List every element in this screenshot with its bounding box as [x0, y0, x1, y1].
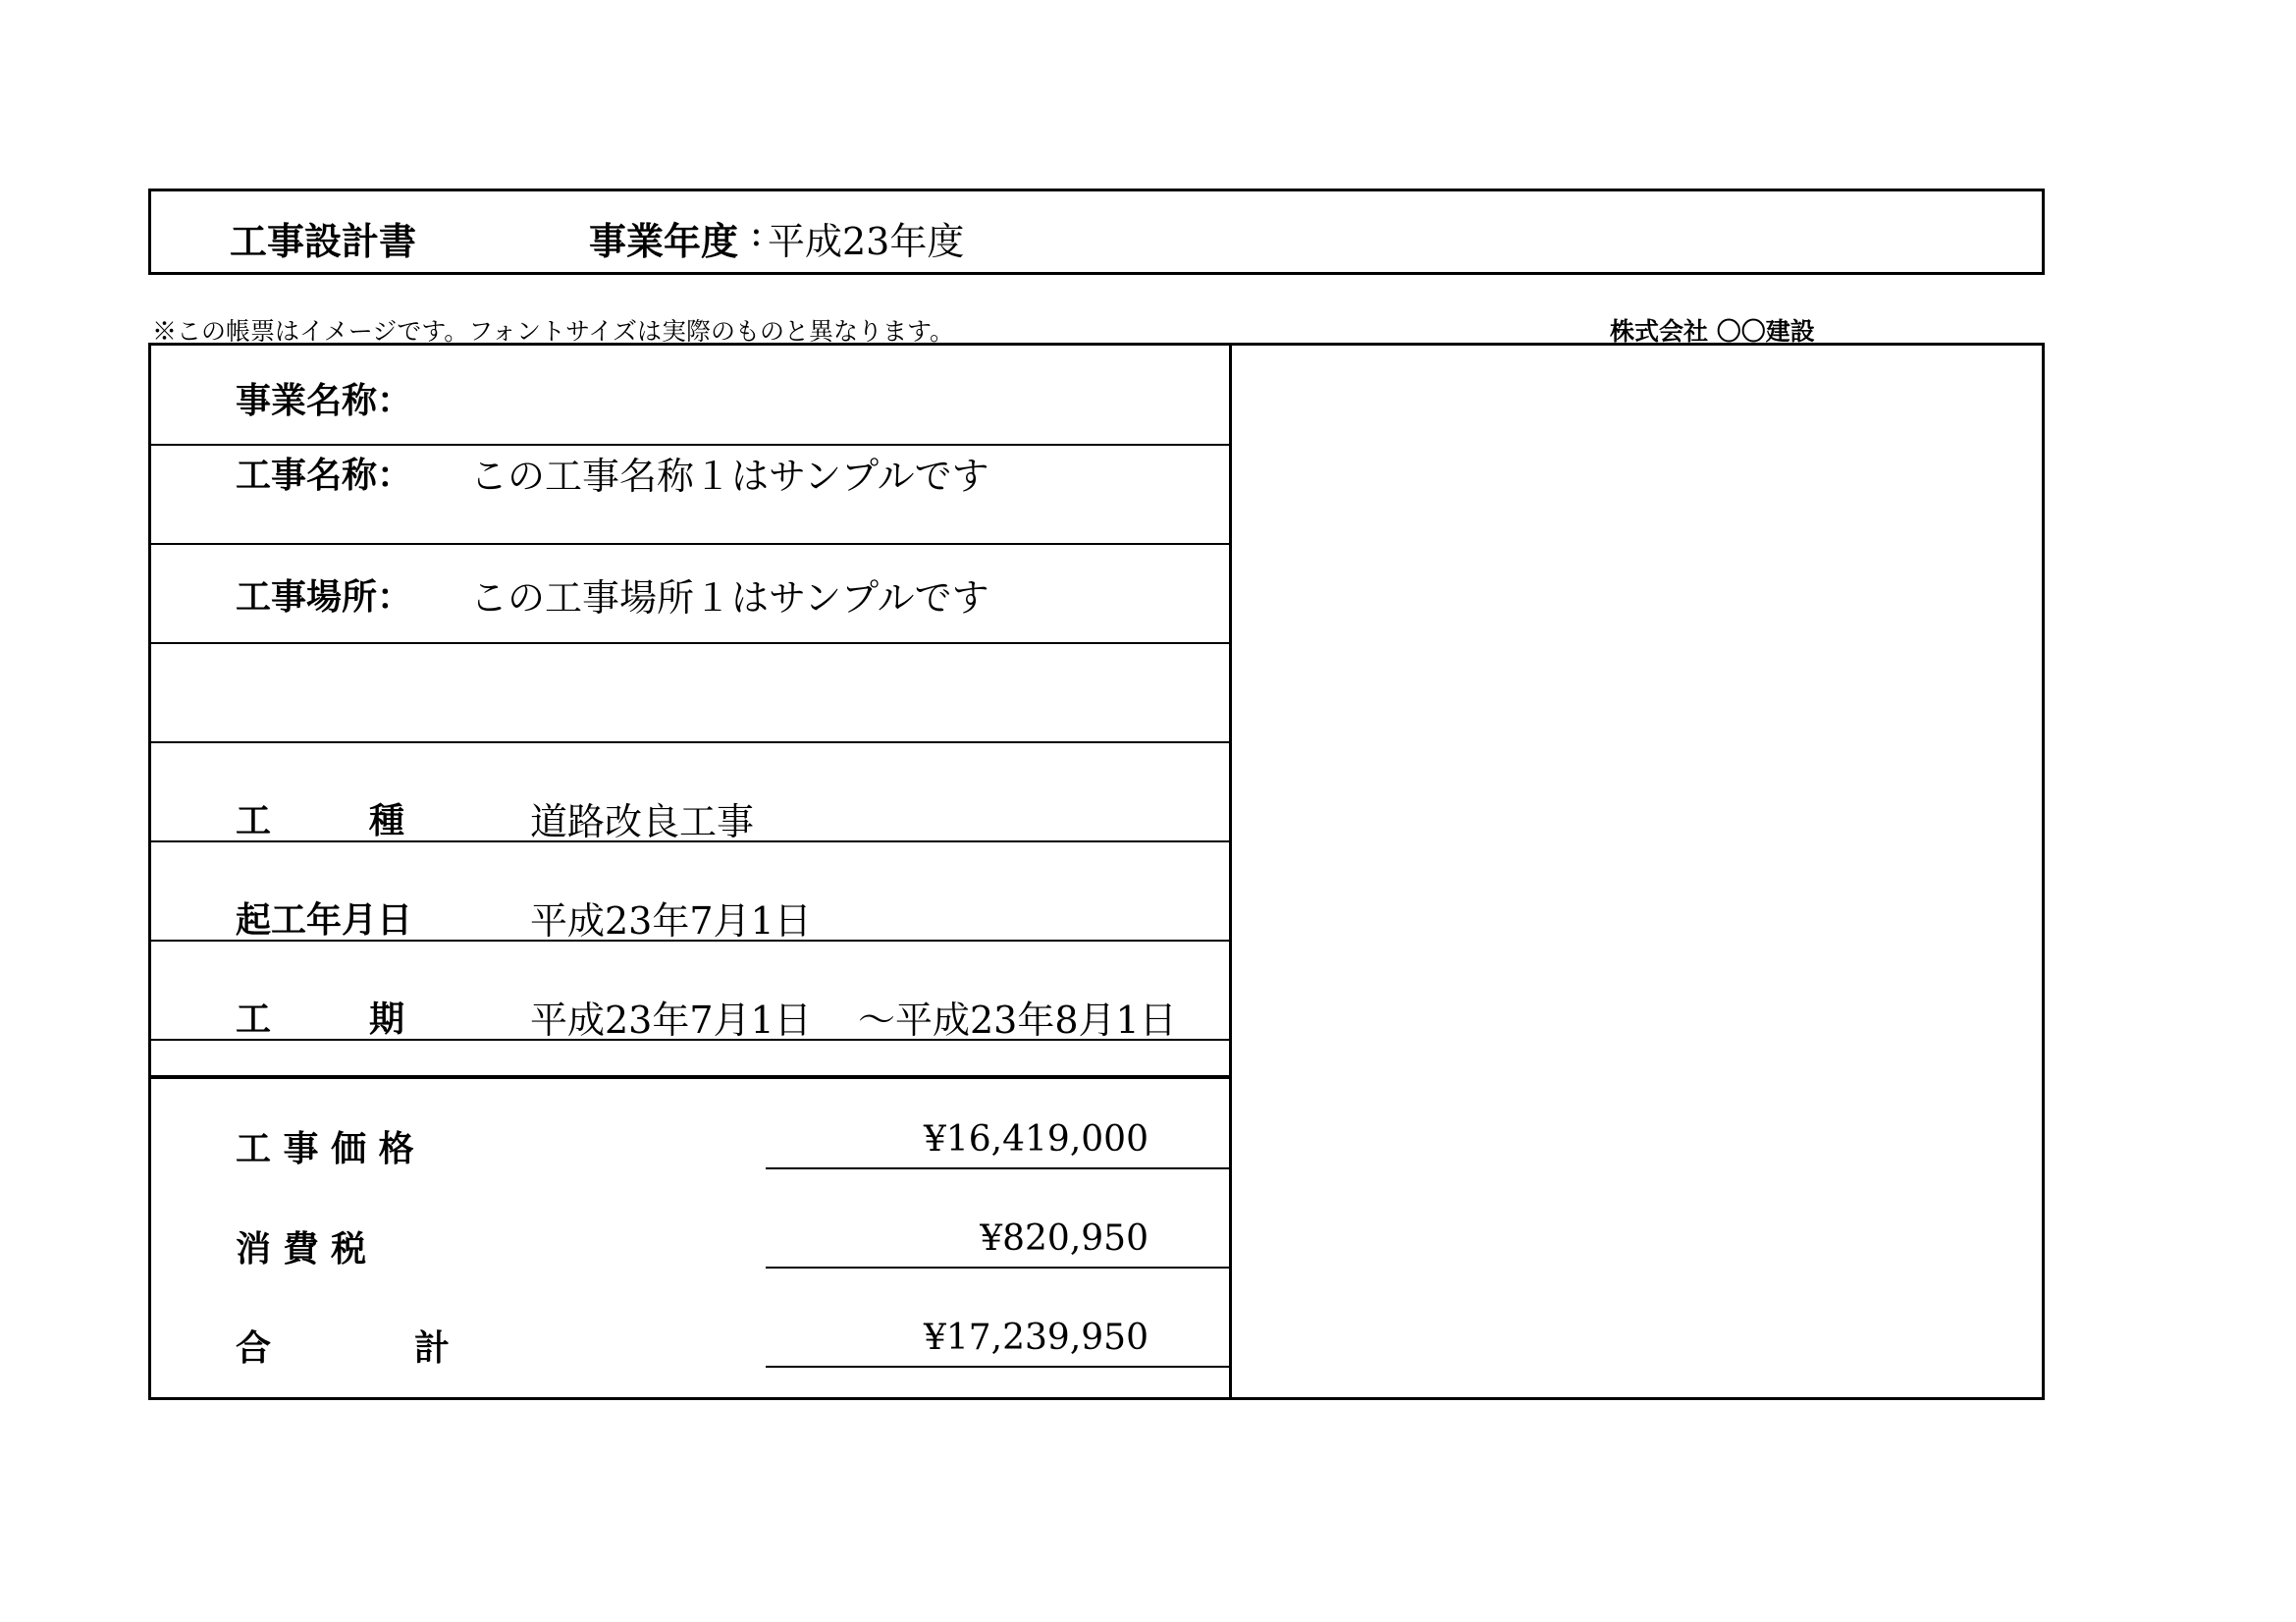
- vertical-divider: [1229, 346, 1232, 1397]
- price-value: ¥16,419,000: [923, 1119, 1148, 1160]
- total-value: ¥17,239,950: [923, 1318, 1148, 1358]
- total-label-b: 計: [414, 1328, 451, 1369]
- work-type-label-b: 種: [369, 801, 405, 841]
- period-start: 平成23年7月1日: [530, 999, 812, 1042]
- period-label-b: 期: [369, 1000, 405, 1040]
- row-divider: [151, 543, 1229, 545]
- start-date-label: 起工年月日: [236, 900, 413, 941]
- row-divider: [151, 741, 1229, 743]
- document-title: 工事設計書: [230, 220, 417, 263]
- section-divider: [151, 1075, 1229, 1079]
- price-label: 工 事 価 格: [236, 1129, 414, 1169]
- period-label-a: 工: [236, 1000, 272, 1040]
- tax-label: 消 費 税: [236, 1229, 367, 1270]
- tax-underline: [766, 1267, 1229, 1269]
- work-type-value: 道路改良工事: [530, 800, 755, 843]
- fiscal-year-separator: :: [750, 211, 763, 254]
- tax-value: ¥820,950: [980, 1218, 1148, 1259]
- work-type-label-a: 工: [236, 801, 272, 841]
- main-table: [148, 343, 2045, 1400]
- fiscal-year-value: 平成23年度: [768, 220, 965, 263]
- company-name: 株式会社 〇〇建設: [1610, 317, 1815, 346]
- start-date-value: 平成23年7月1日: [530, 899, 812, 943]
- construction-name-value: この工事名称１はサンプルです: [470, 455, 989, 498]
- fiscal-year-label: 事業年度: [589, 220, 739, 263]
- construction-name-label: 工事名称：: [236, 456, 413, 496]
- total-label-a: 合: [236, 1328, 272, 1369]
- price-underline: [766, 1167, 1229, 1169]
- construction-site-value: この工事場所１はサンプルです: [470, 576, 989, 620]
- period-end: ～平成23年8月1日: [858, 999, 1177, 1042]
- construction-site-label: 工事場所：: [236, 577, 413, 618]
- project-name-label: 事業名称：: [236, 381, 413, 421]
- total-underline: [766, 1366, 1229, 1368]
- header-box: [148, 189, 2045, 275]
- row-divider: [151, 642, 1229, 644]
- note-text: ※この帳票はイメージです。フォントサイズは実際のものと異なります。: [152, 317, 955, 346]
